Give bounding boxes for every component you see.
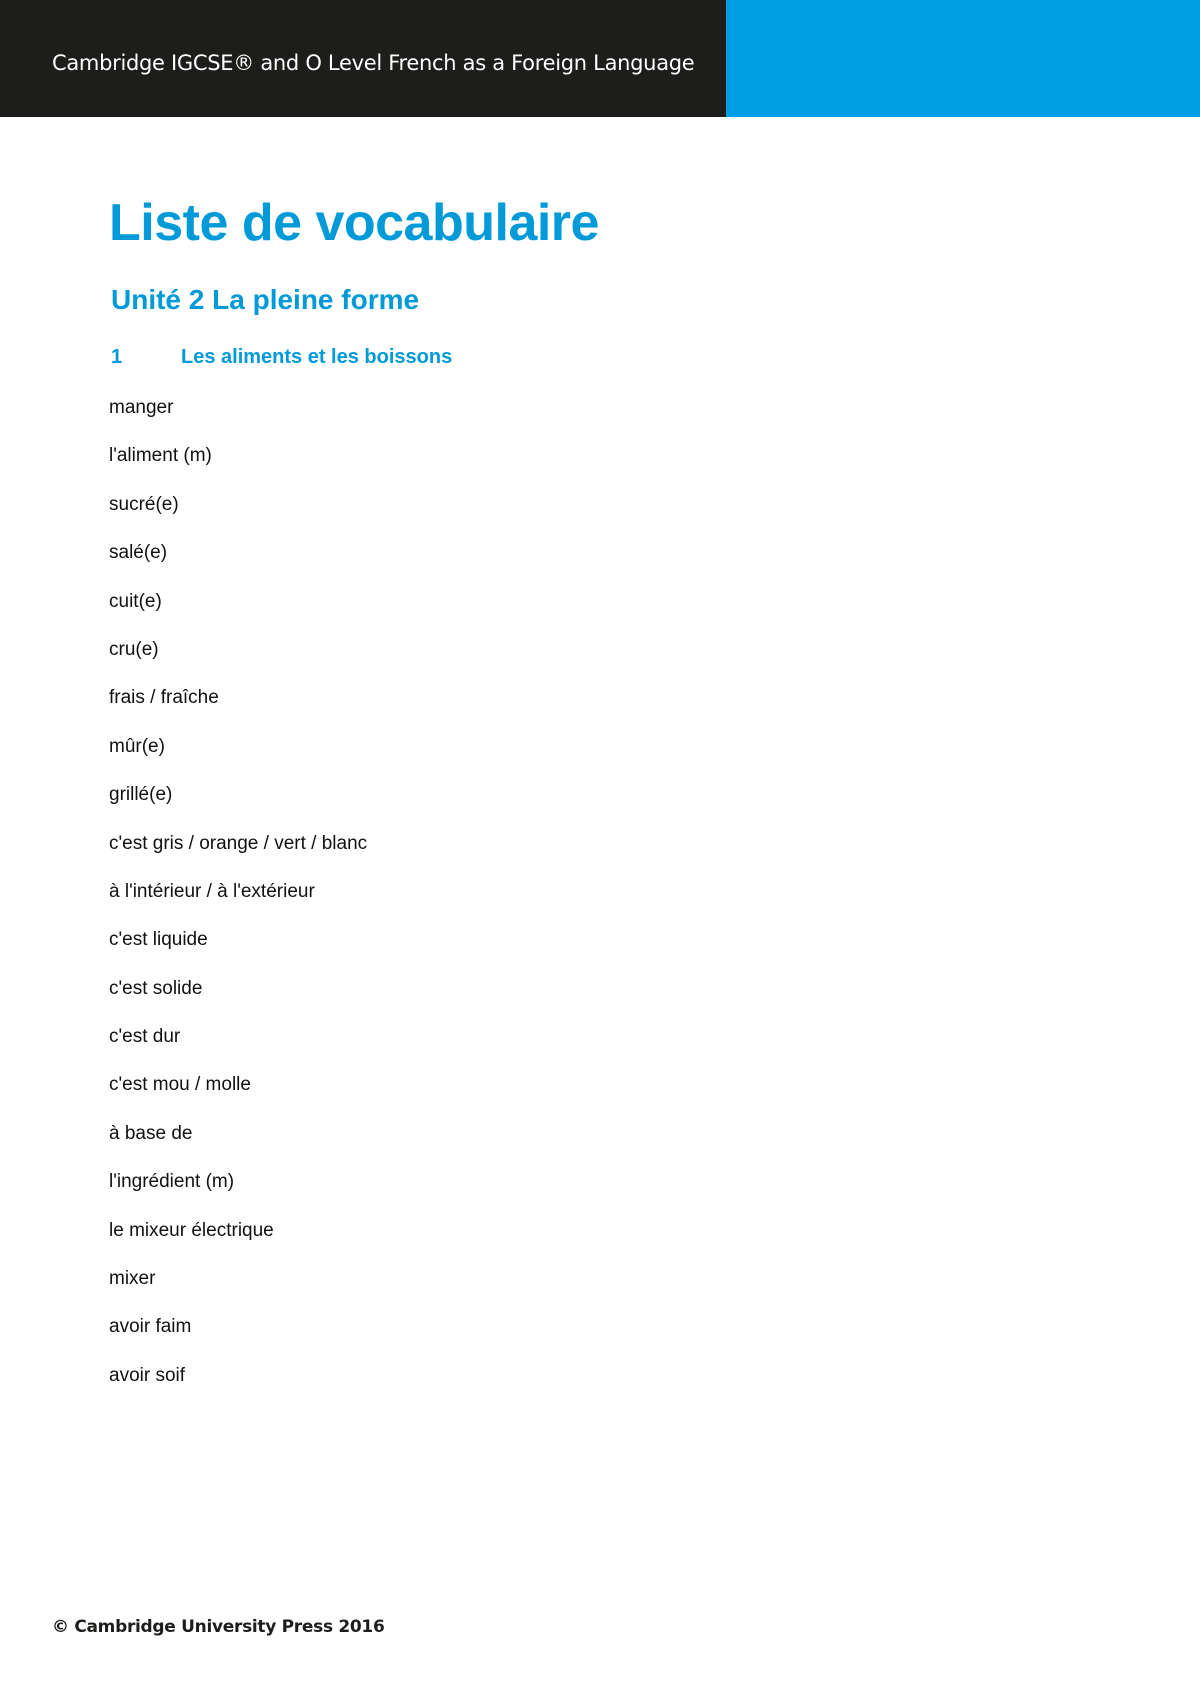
unit-title: Unité 2 La pleine forme [111,284,420,315]
header-accent-panel [726,0,1200,117]
vocab-item: c'est liquide [109,929,208,951]
header-title: Cambridge IGCSE® and O Level French as a Foreign Language [52,50,695,75]
section-title: Les aliments et les boissons [181,346,453,368]
header-dark-panel [0,0,726,117]
page-title: Liste de vocabulaire [109,194,599,252]
vocab-item: l'ingrédient (m) [109,1171,235,1193]
vocab-item: c'est dur [109,1026,181,1048]
vocab-item: mûr(e) [109,735,165,757]
vocab-item: cuit(e) [109,590,162,612]
vocab-item: le mixeur électrique [109,1219,274,1241]
vocab-item: l'aliment (m) [109,445,212,467]
vocab-item: mixer [109,1268,156,1290]
vocab-item: cru(e) [109,638,159,660]
vocab-item: à l'intérieur / à l'extérieur [109,880,315,902]
vocab-item: avoir soif [109,1364,186,1386]
vocab-item: c'est mou / molle [109,1074,251,1096]
vocab-item: salé(e) [109,542,168,564]
vocab-item: c'est gris / orange / vert / blanc [109,832,368,854]
copyright-footer: © Cambridge University Press 2016 [52,1617,385,1637]
vocab-item: manger [109,397,174,418]
vocab-item: à base de [109,1122,193,1144]
header-bar [0,0,1200,117]
vocabulary-list [109,396,367,1412]
vocab-item: avoir faim [109,1316,192,1338]
section-heading [111,347,452,367]
vocab-item: sucré(e) [109,493,179,515]
vocab-item: grillé(e) [109,784,173,806]
vocab-item: frais / fraîche [109,687,219,709]
vocab-item: c'est solide [109,977,203,999]
section-number: 1 [111,346,123,368]
